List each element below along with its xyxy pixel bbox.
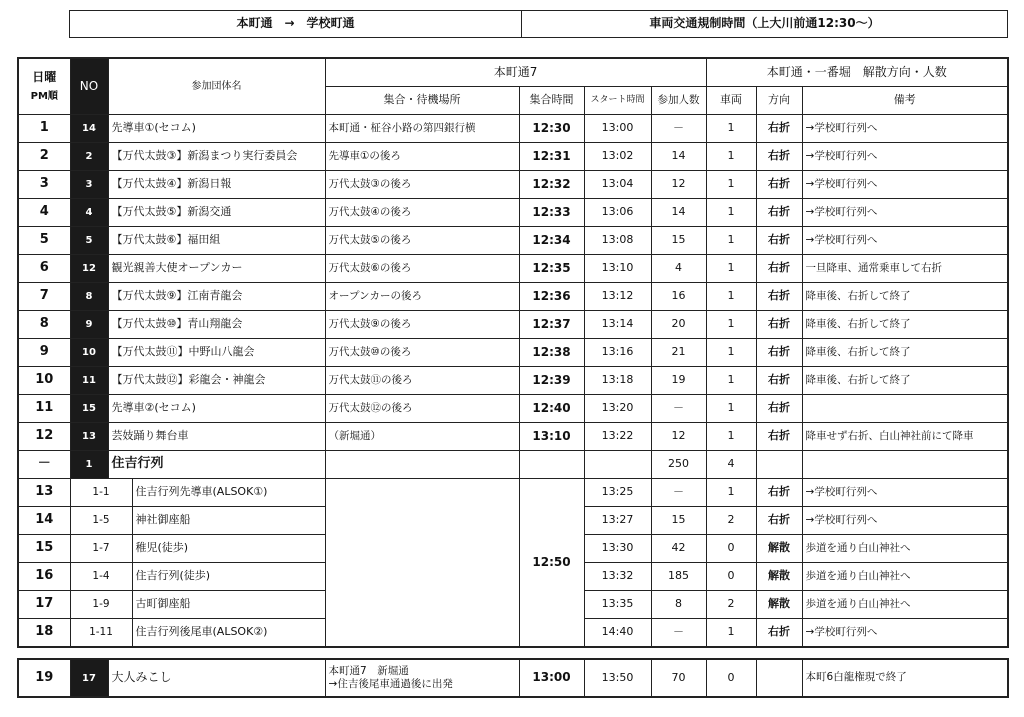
- direction-cell: [756, 451, 802, 479]
- vehicles-cell: 1: [706, 367, 756, 395]
- sub-no-cell: 1-1: [70, 479, 132, 507]
- meet-time-cell: 13:00: [519, 659, 584, 697]
- group-name-cell: 【万代太鼓④】新潟日報: [108, 171, 325, 199]
- direction-cell: 右折: [756, 367, 802, 395]
- group-name-header: 参加団体名: [108, 58, 325, 115]
- direction-cell: 右折: [756, 143, 802, 171]
- participants-cell: 8: [651, 591, 706, 619]
- meet-time-cell: 12:32: [519, 171, 584, 199]
- no-cell: 5: [70, 227, 108, 255]
- table-row: [18, 311, 1008, 339]
- remarks-cell: [802, 395, 1008, 423]
- start-time-cell: 13:10: [584, 255, 651, 283]
- meet-time-cell: 13:10: [519, 423, 584, 451]
- schedule-table: [17, 57, 1009, 648]
- participants-cell: －: [651, 619, 706, 648]
- meet-place-cell: [325, 451, 519, 479]
- order-cell: 18: [18, 619, 70, 648]
- vehicles-cell: 1: [706, 255, 756, 283]
- direction-cell: 右折: [756, 395, 802, 423]
- order-cell: 1: [18, 115, 70, 143]
- meet-time-cell: 12:37: [519, 311, 584, 339]
- participants-cell: －: [651, 395, 706, 423]
- order-cell: －: [18, 451, 70, 479]
- meet-time-cell: [519, 451, 584, 479]
- group-name-cell: 【万代太鼓⑥】福田組: [108, 227, 325, 255]
- meet-time-cell: 12:40: [519, 395, 584, 423]
- order-cell: 15: [18, 535, 70, 563]
- start-time-header: スタート時間: [584, 87, 651, 115]
- group-name-cell: 【万代太鼓⑨】江南青龍会: [108, 283, 325, 311]
- group-row-sumiyoshi: [18, 451, 1008, 479]
- participants-cell: －: [651, 479, 706, 507]
- no-header: NO: [70, 58, 108, 115]
- direction-cell: 右折: [756, 311, 802, 339]
- order-cell: 14: [18, 507, 70, 535]
- group-name-cell: 住吉行列(徒歩): [132, 563, 325, 591]
- vehicles-cell: 1: [706, 171, 756, 199]
- header-row-1: [18, 58, 1008, 87]
- honcho7-header: 本町通7: [325, 58, 706, 87]
- start-time-cell: [584, 451, 651, 479]
- meet-place-cell: 本町通・柾谷小路の第四銀行横: [325, 115, 519, 143]
- table-row: [18, 143, 1008, 171]
- sub-no-cell: 1-5: [70, 507, 132, 535]
- remarks-cell: 本町6白龍権現で終了: [802, 659, 1008, 697]
- no-cell: 17: [70, 659, 108, 697]
- remarks-cell: →学校町行列へ: [802, 143, 1008, 171]
- order-cell: 6: [18, 255, 70, 283]
- meet-place-cell: 万代太鼓⑤の後ろ: [325, 227, 519, 255]
- start-time-cell: 13:14: [584, 311, 651, 339]
- direction-cell: 右折: [756, 423, 802, 451]
- remarks-cell: →学校町行列へ: [802, 479, 1008, 507]
- direction-cell: 右折: [756, 227, 802, 255]
- remarks-cell: 降車せず右折、白山神社前にて降車: [802, 423, 1008, 451]
- remarks-cell: →学校町行列へ: [802, 115, 1008, 143]
- table-row: [18, 659, 1008, 697]
- table-row: [18, 395, 1008, 423]
- group-name-cell: 大人みこし: [108, 659, 325, 697]
- group-name-cell: 芸妓踊り舞台車: [108, 423, 325, 451]
- start-time-cell: 13:18: [584, 367, 651, 395]
- meet-place-cell: 万代太鼓⑥の後ろ: [325, 255, 519, 283]
- remarks-cell: [802, 451, 1008, 479]
- start-time-cell: 13:08: [584, 227, 651, 255]
- start-time-cell: 14:40: [584, 619, 651, 648]
- table-row: [18, 199, 1008, 227]
- order-cell: 10: [18, 367, 70, 395]
- vehicles-cell: 4: [706, 451, 756, 479]
- participants-cell: 4: [651, 255, 706, 283]
- group-name-cell: 先導車①(セコム): [108, 115, 325, 143]
- title-bar: [69, 10, 1008, 38]
- participants-cell: 14: [651, 199, 706, 227]
- vehicles-cell: 1: [706, 395, 756, 423]
- start-time-cell: 13:22: [584, 423, 651, 451]
- group-name-cell: 住吉行列: [108, 451, 325, 479]
- meet-place-cell: 万代太鼓⑨の後ろ: [325, 311, 519, 339]
- sub-no-cell: 1-9: [70, 591, 132, 619]
- direction-cell: 右折: [756, 171, 802, 199]
- remarks-cell: 降車後、右折して終了: [802, 339, 1008, 367]
- participants-cell: 42: [651, 535, 706, 563]
- table-row: [18, 115, 1008, 143]
- start-time-cell: 13:32: [584, 563, 651, 591]
- vehicles-cell: 1: [706, 143, 756, 171]
- restriction-title: 車両交通規制時間（上大川前通12:30～）: [522, 11, 1008, 38]
- meet-time-cell: 12:35: [519, 255, 584, 283]
- vehicles-cell: 1: [706, 115, 756, 143]
- direction-cell: [756, 659, 802, 697]
- direction-cell: 解散: [756, 563, 802, 591]
- group-name-cell: 住吉行列後尾車(ALSOK②): [132, 619, 325, 648]
- remarks-cell: 歩道を通り白山神社へ: [802, 535, 1008, 563]
- start-time-cell: 13:25: [584, 479, 651, 507]
- dispersal-header: 本町通・一番堀 解散方向・人数: [706, 58, 1008, 87]
- participants-cell: 185: [651, 563, 706, 591]
- no-cell: 12: [70, 255, 108, 283]
- table-row: [18, 367, 1008, 395]
- vehicles-cell: 1: [706, 283, 756, 311]
- direction-cell: 右折: [756, 115, 802, 143]
- direction-cell: 解散: [756, 591, 802, 619]
- day-order-header: 日曜 PM順: [18, 58, 70, 115]
- direction-cell: 右折: [756, 507, 802, 535]
- meet-place-cell: [325, 479, 519, 648]
- group-name-cell: 観光親善大使オープンカー: [108, 255, 325, 283]
- vehicles-cell: 1: [706, 423, 756, 451]
- participants-cell: 15: [651, 227, 706, 255]
- vehicles-cell: 1: [706, 199, 756, 227]
- meet-place-cell: 万代太鼓⑫の後ろ: [325, 395, 519, 423]
- no-cell: 13: [70, 423, 108, 451]
- vehicles-cell: 1: [706, 311, 756, 339]
- vehicles-cell: 1: [706, 339, 756, 367]
- order-cell: 12: [18, 423, 70, 451]
- remarks-cell: →学校町行列へ: [802, 199, 1008, 227]
- start-time-cell: 13:12: [584, 283, 651, 311]
- route-title: 本町通 → 学校町通: [70, 11, 522, 38]
- order-cell: 5: [18, 227, 70, 255]
- start-time-cell: 13:27: [584, 507, 651, 535]
- meet-time-cell: 12:50: [519, 479, 584, 648]
- participants-cell: －: [651, 115, 706, 143]
- meet-place-cell: オープンカーの後ろ: [325, 283, 519, 311]
- meet-time-cell: 12:30: [519, 115, 584, 143]
- sub-no-cell: 1-7: [70, 535, 132, 563]
- order-cell: 9: [18, 339, 70, 367]
- vehicles-cell: 1: [706, 479, 756, 507]
- participants-header: 参加人数: [651, 87, 706, 115]
- order-cell: 4: [18, 199, 70, 227]
- participants-cell: 20: [651, 311, 706, 339]
- meet-time-cell: 12:39: [519, 367, 584, 395]
- group-name-cell: 住吉行列先導車(ALSOK①): [132, 479, 325, 507]
- vehicles-cell: 0: [706, 535, 756, 563]
- no-cell: 4: [70, 199, 108, 227]
- no-cell: 3: [70, 171, 108, 199]
- group-name-cell: 【万代太鼓③】新潟まつり実行委員会: [108, 143, 325, 171]
- participants-cell: 14: [651, 143, 706, 171]
- meet-place-cell: 万代太鼓⑪の後ろ: [325, 367, 519, 395]
- group-name-cell: 【万代太鼓⑫】彩龍会・神龍会: [108, 367, 325, 395]
- meet-time-header: 集合時間: [519, 87, 584, 115]
- start-time-cell: 13:30: [584, 535, 651, 563]
- participants-cell: 19: [651, 367, 706, 395]
- meet-place-cell: 万代太鼓④の後ろ: [325, 199, 519, 227]
- direction-header: 方向: [756, 87, 802, 115]
- meet-time-cell: 12:31: [519, 143, 584, 171]
- order-cell: 13: [18, 479, 70, 507]
- remarks-cell: →学校町行列へ: [802, 171, 1008, 199]
- table-row: [18, 255, 1008, 283]
- no-cell: 15: [70, 395, 108, 423]
- group-name-cell: 【万代太鼓⑤】新潟交通: [108, 199, 325, 227]
- sub-no-cell: 1-4: [70, 563, 132, 591]
- start-time-cell: 13:04: [584, 171, 651, 199]
- participants-cell: 12: [651, 171, 706, 199]
- meet-place-cell: 本町通7 新堀通 →住吉後尾車通過後に出発: [325, 659, 519, 697]
- direction-cell: 右折: [756, 283, 802, 311]
- start-time-cell: 13:00: [584, 115, 651, 143]
- table-row: [18, 479, 1008, 507]
- group-name-cell: 【万代太鼓⑩】青山翔龍会: [108, 311, 325, 339]
- table-row: [18, 283, 1008, 311]
- vehicles-cell: 0: [706, 659, 756, 697]
- participants-cell: 15: [651, 507, 706, 535]
- start-time-cell: 13:16: [584, 339, 651, 367]
- vehicles-cell: 0: [706, 563, 756, 591]
- no-cell: 14: [70, 115, 108, 143]
- order-cell: 17: [18, 591, 70, 619]
- meet-time-cell: 12:33: [519, 199, 584, 227]
- start-time-cell: 13:35: [584, 591, 651, 619]
- table-row: [18, 227, 1008, 255]
- remarks-cell: 歩道を通り白山神社へ: [802, 563, 1008, 591]
- meet-time-cell: 12:38: [519, 339, 584, 367]
- start-time-cell: 13:50: [584, 659, 651, 697]
- remarks-cell: 降車後、右折して終了: [802, 283, 1008, 311]
- remarks-cell: 歩道を通り白山神社へ: [802, 591, 1008, 619]
- participants-cell: 12: [651, 423, 706, 451]
- order-cell: 16: [18, 563, 70, 591]
- start-time-cell: 13:06: [584, 199, 651, 227]
- meet-place-cell: （新堀通）: [325, 423, 519, 451]
- start-time-cell: 13:20: [584, 395, 651, 423]
- group-name-cell: 先導車②(セコム): [108, 395, 325, 423]
- remarks-cell: 一旦降車、通常乗車して右折: [802, 255, 1008, 283]
- participants-cell: 16: [651, 283, 706, 311]
- remarks-cell: →学校町行列へ: [802, 227, 1008, 255]
- vehicles-cell: 1: [706, 619, 756, 648]
- meet-place-cell: 万代太鼓③の後ろ: [325, 171, 519, 199]
- no-cell: 11: [70, 367, 108, 395]
- vehicles-cell: 1: [706, 227, 756, 255]
- no-cell: 8: [70, 283, 108, 311]
- order-cell: 2: [18, 143, 70, 171]
- order-cell: 8: [18, 311, 70, 339]
- participants-cell: 250: [651, 451, 706, 479]
- order-cell: 7: [18, 283, 70, 311]
- meet-place-cell: 万代太鼓⑩の後ろ: [325, 339, 519, 367]
- remarks-cell: →学校町行列へ: [802, 619, 1008, 648]
- direction-cell: 右折: [756, 619, 802, 648]
- direction-cell: 右折: [756, 339, 802, 367]
- direction-cell: 解散: [756, 535, 802, 563]
- remarks-cell: 降車後、右折して終了: [802, 367, 1008, 395]
- meet-time-cell: 12:34: [519, 227, 584, 255]
- group-name-cell: 稚児(徒歩): [132, 535, 325, 563]
- meet-place-header: 集合・待機場所: [325, 87, 519, 115]
- direction-cell: 右折: [756, 199, 802, 227]
- group-name-cell: 古町御座船: [132, 591, 325, 619]
- group-name-cell: 神社御座船: [132, 507, 325, 535]
- vehicles-cell: 2: [706, 591, 756, 619]
- meet-time-cell: 12:36: [519, 283, 584, 311]
- no-cell: 2: [70, 143, 108, 171]
- order-cell: 3: [18, 171, 70, 199]
- vehicles-cell: 2: [706, 507, 756, 535]
- table-row: [18, 339, 1008, 367]
- sub-no-cell: 1-11: [70, 619, 132, 648]
- participants-cell: 70: [651, 659, 706, 697]
- meet-place-cell: 先導車①の後ろ: [325, 143, 519, 171]
- vehicles-header: 車両: [706, 87, 756, 115]
- remarks-cell: 降車後、右折して終了: [802, 311, 1008, 339]
- table-row: [18, 423, 1008, 451]
- group-name-cell: 【万代太鼓⑪】中野山八龍会: [108, 339, 325, 367]
- direction-cell: 右折: [756, 255, 802, 283]
- no-cell: 10: [70, 339, 108, 367]
- no-cell: 1: [70, 451, 108, 479]
- last-row-table: [17, 658, 1009, 698]
- table-row: [18, 171, 1008, 199]
- remarks-cell: →学校町行列へ: [802, 507, 1008, 535]
- remarks-header: 備考: [802, 87, 1008, 115]
- start-time-cell: 13:02: [584, 143, 651, 171]
- direction-cell: 右折: [756, 479, 802, 507]
- order-cell: 11: [18, 395, 70, 423]
- no-cell: 9: [70, 311, 108, 339]
- order-cell: 19: [18, 659, 70, 697]
- participants-cell: 21: [651, 339, 706, 367]
